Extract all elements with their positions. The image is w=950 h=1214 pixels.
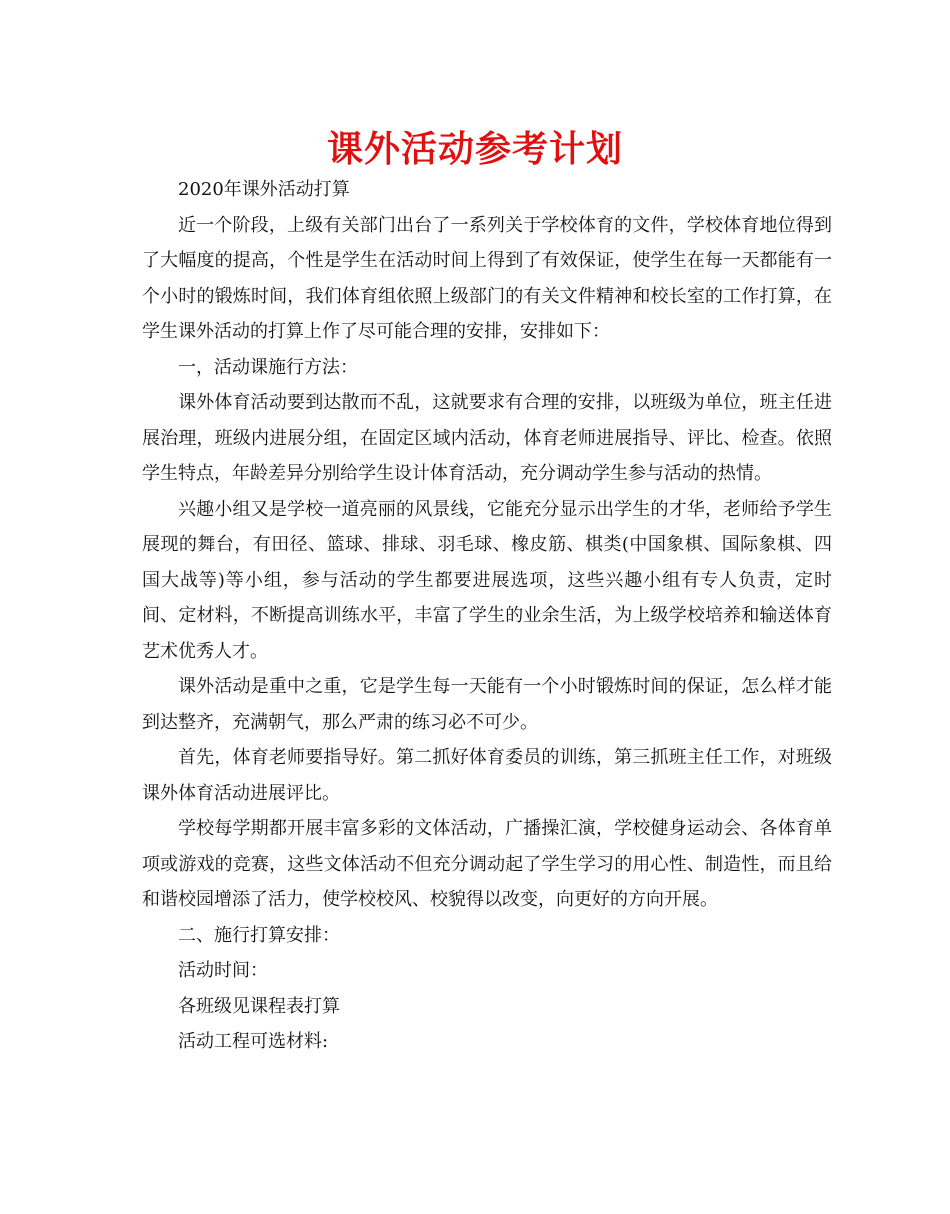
- document-body: [142, 172, 832, 1060]
- paragraph-heading-2020: 2020年课外活动打算: [178, 179, 350, 200]
- paragraph-school-events: 学校每学期都开展丰富多彩的文体活动，广播操汇演，学校健身运动会、各体育单项或游戏的竞赛，这些文体活动不但充分调动起了学生学习的用心性、制造性，而且给和谐校园增添了活力，使学校校风、校貌得以改变，向更好的方向开展。: [142, 818, 832, 910]
- paragraph-intro: 近一个阶段，上级有关部门出台了一系列关于学校体育的文件，学校体育地位得到了大幅度的提高，个性是学生在活动时间上得到了有效保证，使学生在每一天都能有一个小时的锻炼时间，我们体育组依照上级部门的有关文件精神和校长室的工作打算，在学生课外活动的打算上作了尽可能合理的安排，安排如下：: [142, 214, 832, 342]
- paragraph-activity-time: 活动时间：: [178, 960, 268, 981]
- section-heading-2: 二、施行打算安排：: [178, 924, 340, 946]
- paragraph-interest-groups: 兴趣小组又是学校一道亮丽的风景线，它能充分显示出学生的才华，老师给予学生展现的舞台，有田径、篮球、排球、羽毛球、橡皮筋、棋类(中国象棋、国际象棋、四国大战等)等小组，参与活动的学生都要进展选项，这些兴趣小组有专人负责，定时间、定材料，不断提高训练水平，丰富了学生的业余生活，为上级学校培养和输送体育艺术优秀人才。: [142, 498, 832, 662]
- document-title: 课外活动参考计划: [326, 129, 623, 170]
- paragraph-activity-method: 课外体育活动要到达散而不乱，这就要求有合理的安排，以班级为单位，班主任进展治理，班级内进展分组，在固定区域内活动，体育老师进展指导、评比、检查。依照学生特点，年龄差异分别给学生设计体育活动，充分调动学生参与活动的热情。: [142, 392, 832, 484]
- paragraph-activity-items: 活动工程可选材料:: [178, 1031, 329, 1052]
- section-heading-1: 一，活动课施行方法：: [178, 356, 358, 378]
- paragraph-schedule: 各班级见课程表打算: [178, 995, 340, 1017]
- paragraph-guidance: 首先，体育老师要指导好。第二抓好体育委员的训练，第三抓班主任工作，对班级课外体育活动进展评比。: [142, 747, 832, 804]
- paragraph-importance: 课外活动是重中之重，它是学生每一天能有一个小时锻炼时间的保证，怎么样才能到达整齐，充满朝气，那么严肃的练习必不可少。: [142, 676, 832, 733]
